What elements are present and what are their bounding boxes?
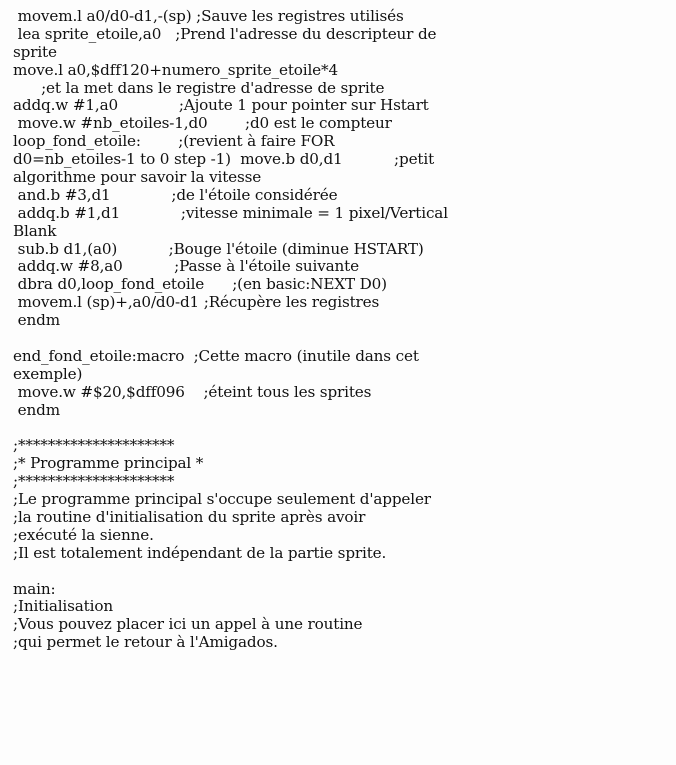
- comment-banner-line: ;*********************: [13, 436, 175, 455]
- blank-line: [13, 563, 663, 581]
- comment-line: ;Le programme principal s'occupe seulement d'appeler: [13, 490, 431, 509]
- code-line: move.l a0,$dff120+numero_sprite_etoile*4: [13, 60, 338, 79]
- code-line: addq.b #1,d1 ;vitesse minimale = 1 pixel/Vertical: [13, 203, 448, 222]
- code-line: algorithme pour savoir la vitesse: [13, 168, 262, 187]
- code-line: Blank: [13, 221, 57, 240]
- code-line: endm: [13, 311, 60, 330]
- code-line: move.w #nb_etoiles-1,d0 ;d0 est le compteur: [13, 114, 392, 133]
- code-line: move.w #$20,$dff096 ;éteint tous les sprites: [13, 382, 372, 401]
- comment-line: ;exécuté la sienne.: [13, 525, 154, 544]
- code-line: sub.b d1,(a0) ;Bouge l'étoile (diminue HSTART): [13, 239, 424, 258]
- code-line: ;et la met dans le registre d'adresse de sprite: [13, 78, 385, 97]
- code-line: exemple): [13, 364, 83, 383]
- comment-banner-title: ;* Programme principal *: [13, 454, 204, 473]
- code-line: loop_fond_etoile: ;(revient à faire FOR: [13, 132, 335, 151]
- code-line: endm: [13, 400, 60, 419]
- comment-line: ;Il est totalement indépendant de la partie sprite.: [13, 543, 387, 562]
- code-line: and.b #3,d1 ;de l'étoile considérée: [13, 185, 338, 204]
- comment-line: ;qui permet le retour à l'Amigados.: [13, 633, 278, 652]
- code-line: dbra d0,loop_fond_etoile ;(en basic:NEXT D0): [13, 275, 387, 294]
- code-line: d0=nb_etoiles-1 to 0 step -1) move.b d0,d1 ;petit: [13, 150, 435, 169]
- code-line: addq.w #8,a0 ;Passe à l'étoile suivante: [13, 257, 359, 276]
- code-label-line: main:: [13, 579, 56, 598]
- code-line: end_fond_etoile:macro ;Cette macro (inutile dans cet: [13, 346, 419, 365]
- code-line: sprite: [13, 42, 57, 61]
- blank-line: [13, 330, 663, 348]
- comment-line: ;Initialisation: [13, 597, 113, 616]
- assembly-code-listing: [13, 8, 663, 652]
- code-line: movem.l a0/d0-d1,-(sp) ;Sauve les registres utilisés: [13, 7, 404, 25]
- comment-line: ;la routine d'initialisation du sprite après avoir: [13, 507, 366, 526]
- code-line: lea sprite_etoile,a0 ;Prend l'adresse du descripteur de: [13, 24, 437, 43]
- comment-line: ;Vous pouvez placer ici un appel à une routine: [13, 615, 363, 634]
- code-line: movem.l (sp)+,a0/d0-d1 ;Récupère les registres: [13, 293, 380, 312]
- code-line: addq.w #1,a0 ;Ajoute 1 pour pointer sur Hstart: [13, 96, 429, 115]
- comment-banner-line: ;*********************: [13, 472, 175, 491]
- blank-line: [13, 419, 663, 437]
